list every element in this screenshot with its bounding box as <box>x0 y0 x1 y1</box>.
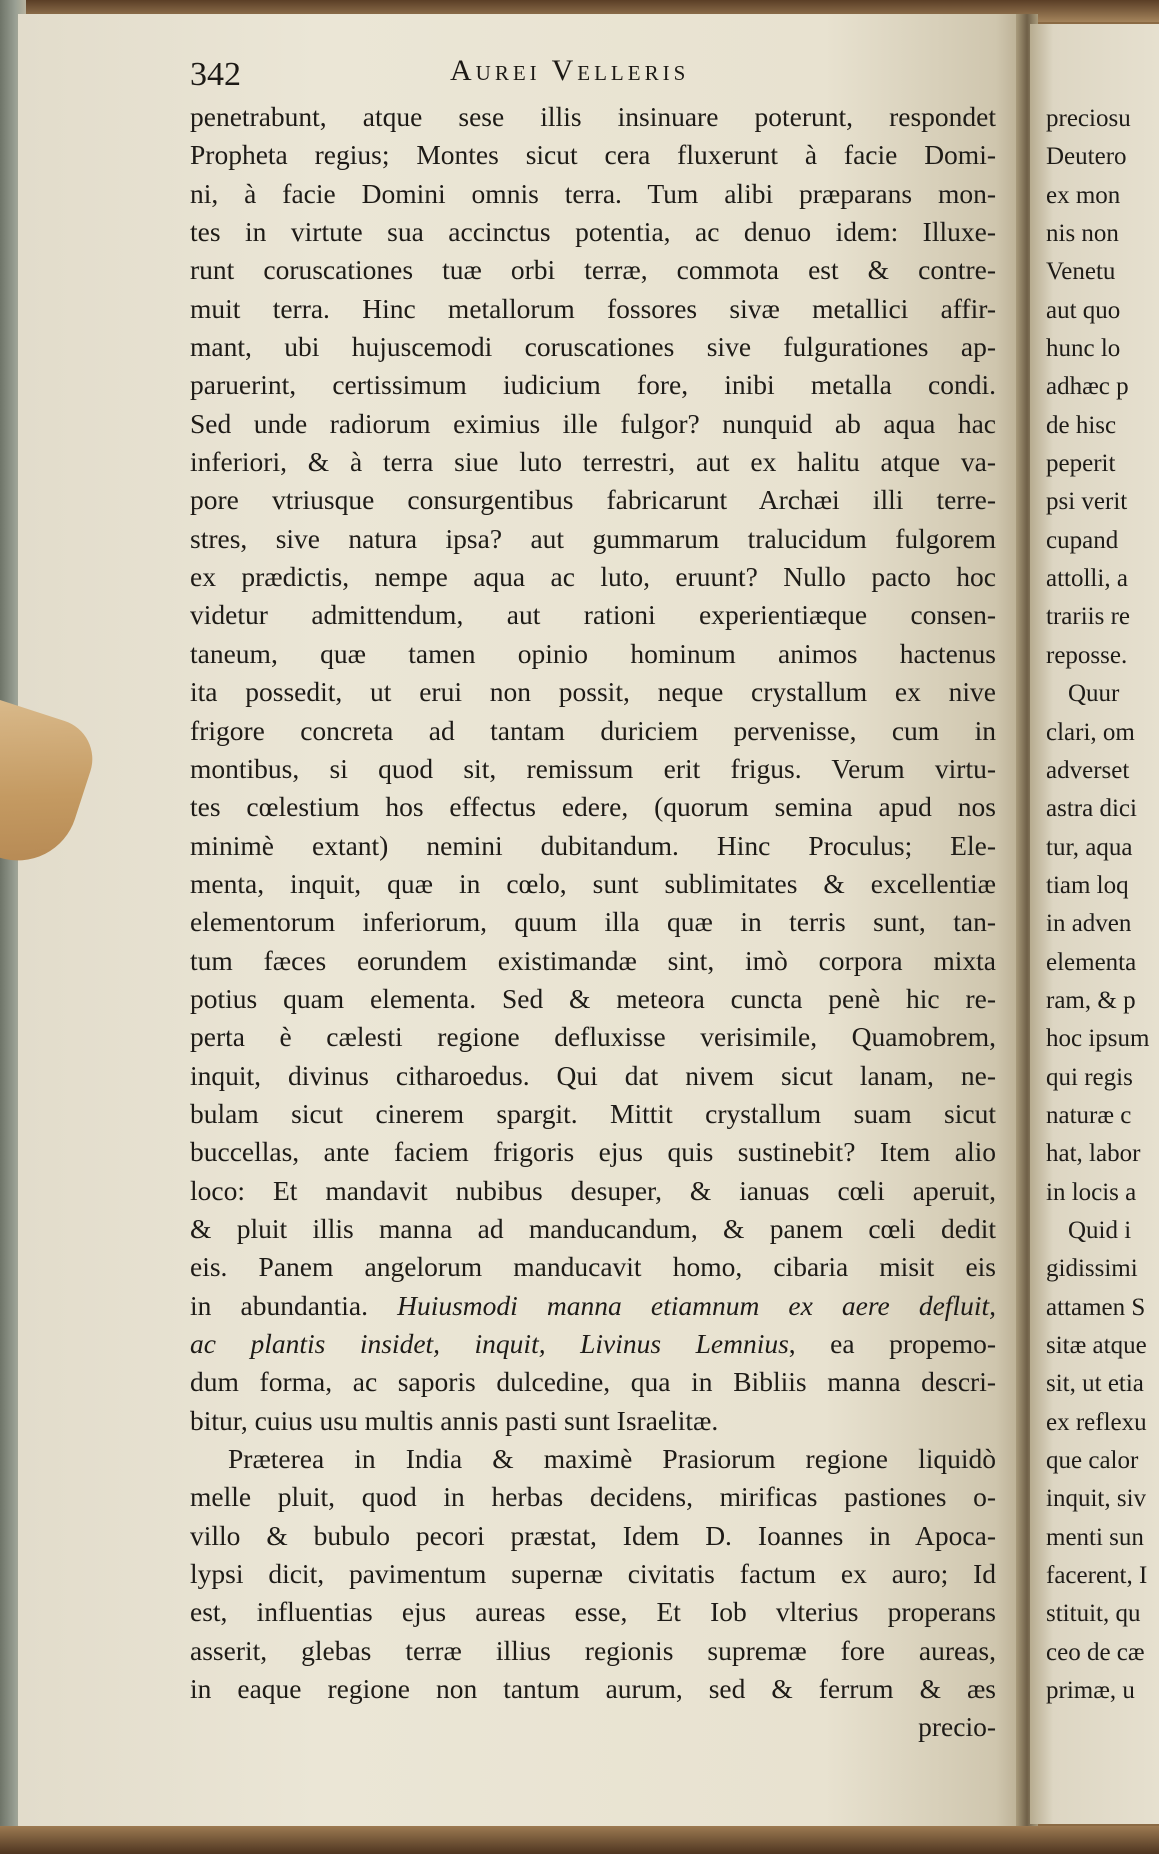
text-line: hoc ipsum <box>1046 1025 1150 1053</box>
text-line: ex mon <box>1046 181 1121 209</box>
text-line: attamen S <box>1046 1293 1146 1321</box>
text-line: trariis re <box>1046 603 1130 631</box>
text-line: stres, sive natura ipsa? aut gummarum tralucidum fulgorem <box>190 522 996 554</box>
text-line: peperit <box>1046 450 1116 478</box>
italic-quote: ac plantis insidet, inquit, Livinus Lemnius <box>190 1328 789 1359</box>
text-line: penetrabunt, atque sese illis insinuare poterunt, respondet <box>190 101 996 132</box>
text-line: attolli, a <box>1046 565 1128 593</box>
left-page-body <box>190 98 996 1747</box>
text-line: villo & bubulo pecori præstat, Idem D. Ioannes in Apoca- <box>190 1519 996 1551</box>
text-line: Propheta regius; Montes sicut cera fluxerunt à facie Domi- <box>190 139 996 171</box>
text-line: bulam sicut cinerem spargit. Mittit crystallum suam sicut <box>190 1097 996 1129</box>
text-line: elementorum inferiorum, quum illa quæ in terris sunt, tan- <box>190 906 996 938</box>
text-line: psi verit <box>1046 488 1128 516</box>
text-line: tes cœlestium hos effectus edere, (quorum semina apud nos <box>190 791 996 823</box>
text-line: inquit, divinus citharoedus. Qui dat nivem sicut lanam, ne- <box>190 1059 996 1091</box>
book-bottom-edge <box>0 1826 1159 1854</box>
text-line: dum forma, ac saporis dulcedine, qua in Bibliis manna descri- <box>190 1366 996 1398</box>
text-line: ita possedit, ut erui non possit, neque crystallum ex nive <box>190 676 996 708</box>
text-line: Sed unde radiorum eximius ille fulgor? nunquid ab aqua hac <box>190 407 996 439</box>
text-line: menta, inquit, quæ in cœlo, sunt sublimitates & excellentiæ <box>190 867 996 899</box>
text-line: menti sun <box>1046 1523 1144 1551</box>
text-line: ceo de cæ <box>1046 1638 1145 1666</box>
text-line: preciosu <box>1046 105 1131 132</box>
text-line: de hisc <box>1046 411 1117 439</box>
text-line: inquit, siv <box>1046 1485 1147 1513</box>
text-line: minimè extant) nemini dubitandum. Hinc Proculus; Ele- <box>190 829 996 861</box>
text-line: precio- <box>918 1711 996 1743</box>
text-line <box>190 1287 996 1325</box>
text-line: facerent, I <box>1046 1562 1148 1590</box>
text-line: melle pluit, quod in herbas decidens, mirificas pastiones o- <box>190 1481 996 1513</box>
text-line: buccellas, ante faciem frigoris ejus quis sustinebit? Item alio <box>190 1136 996 1168</box>
text-line: in eaque regione non tantum aurum, sed & ferrum & æs <box>190 1673 996 1705</box>
text-line <box>190 1325 996 1363</box>
page-header <box>190 48 990 98</box>
right-page-body <box>1046 100 1159 1710</box>
text-line: taneum, quæ tamen opinio hominum animos hactenus <box>190 637 996 669</box>
text-line: ex reflexu <box>1046 1408 1147 1436</box>
text-line: ni, à facie Domini omnis terra. Tum alibi præparans mon- <box>190 177 996 209</box>
text-line: runt coruscationes tuæ orbi terræ, commota est & contre- <box>190 254 996 286</box>
text-line: gidissimi <box>1046 1255 1138 1283</box>
text-line: tiam loq <box>1046 871 1129 899</box>
text-line: stituit, qu <box>1046 1600 1141 1628</box>
running-head: Aurei Velleris <box>450 54 690 87</box>
text-line: naturæ c <box>1046 1101 1132 1129</box>
text-line: bitur, cuius usu multis annis pasti sunt Israelitæ. <box>190 1404 719 1436</box>
text-line: adhæc p <box>1046 373 1129 401</box>
line-text: , ea propemo- <box>788 1328 997 1359</box>
text-line: sitæ atque <box>1046 1332 1147 1359</box>
italic-quote: Huiusmodi manna etiamnum ex aere defluit, <box>397 1289 996 1321</box>
text-line: primæ, u <box>1046 1677 1135 1705</box>
text-line: inferiori, & à terra siue luto terrestri, aut ex halitu atque va- <box>190 446 996 478</box>
text-line: reposse. <box>1046 641 1128 669</box>
text-line: muit terra. Hinc metallorum fossores sivæ metallici affir- <box>190 292 996 324</box>
text-line: astra dici <box>1046 795 1137 823</box>
text-line: cupand <box>1046 526 1119 554</box>
text-line: lypsi dicit, pavimentum supernæ civitatis factum ex auro; Id <box>190 1558 996 1590</box>
text-line: tum fæces eorundem existimandæ sint, imò corpora mixta <box>190 944 996 976</box>
text-line: ex prædictis, nempe aqua ac luto, eruunt? Nullo pacto hoc <box>190 561 996 593</box>
text-line: mant, ubi hujuscemodi coruscationes sive fulgurationes ap- <box>190 331 996 363</box>
text-line: tes in virtute sua accinctus potentia, ac denuo idem: Illuxe- <box>190 216 996 248</box>
text-line: Venetu <box>1046 258 1116 286</box>
text-line: Quur <box>1068 680 1120 708</box>
text-line: eis. Panem angelorum manducavit homo, cibaria misit eis <box>190 1251 996 1283</box>
page-number: 342 <box>190 56 241 93</box>
text-line: Præterea in India & maximè Prasiorum regione liquidò <box>228 1443 996 1475</box>
text-line: in locis a <box>1046 1178 1137 1206</box>
text-line: tur, aqua <box>1046 833 1133 861</box>
text-line: elementa <box>1046 948 1137 976</box>
text-line: sit, ut etia <box>1046 1370 1144 1398</box>
text-line: Deutero <box>1046 143 1127 171</box>
text-line: asserit, glebas terræ illius regionis supremæ fore aureas, <box>190 1634 996 1666</box>
text-line: frigore concreta ad tantam duriciem pervenisse, cum in <box>190 714 996 746</box>
text-line: aut quo <box>1046 296 1121 324</box>
text-line: adverset <box>1046 756 1130 784</box>
text-line: que calor <box>1046 1447 1139 1475</box>
text-line: Quid i <box>1068 1216 1132 1244</box>
text-line: potius quam elementa. Sed & meteora cuncta penè hic re- <box>190 982 996 1014</box>
text-line: in adven <box>1046 910 1132 938</box>
text-line: hunc lo <box>1046 335 1121 363</box>
text-line: paruerint, certissimum iudicium fore, inibi metalla condi. <box>190 369 996 401</box>
text-line: est, influentias ejus aureas esse, Et Iob vlterius properans <box>190 1596 996 1628</box>
text-line: hat, labor <box>1046 1140 1141 1168</box>
text-line: nis non <box>1046 220 1119 248</box>
line-text: in abundantia. <box>190 1289 398 1321</box>
text-line: montibus, si quod sit, remissum erit frigus. Verum virtu- <box>190 752 996 784</box>
text-line: ram, & p <box>1046 986 1136 1014</box>
text-line: pore vtriusque consurgentibus fabricarunt Archæi illi terre- <box>190 484 996 516</box>
text-line: loco: Et mandavit nubibus desuper, & ianuas cœli aperuit, <box>190 1174 996 1206</box>
text-line: clari, om <box>1046 718 1135 746</box>
text-line: videtur admittendum, aut rationi experientiæque consen- <box>190 599 996 631</box>
text-line: qui regis <box>1046 1063 1133 1091</box>
text-line: perta è cælesti regione defluxisse verisimile, Quamobrem, <box>190 1021 996 1053</box>
text-line: & pluit illis manna ad manducandum, & panem cœli dedit <box>190 1212 996 1244</box>
